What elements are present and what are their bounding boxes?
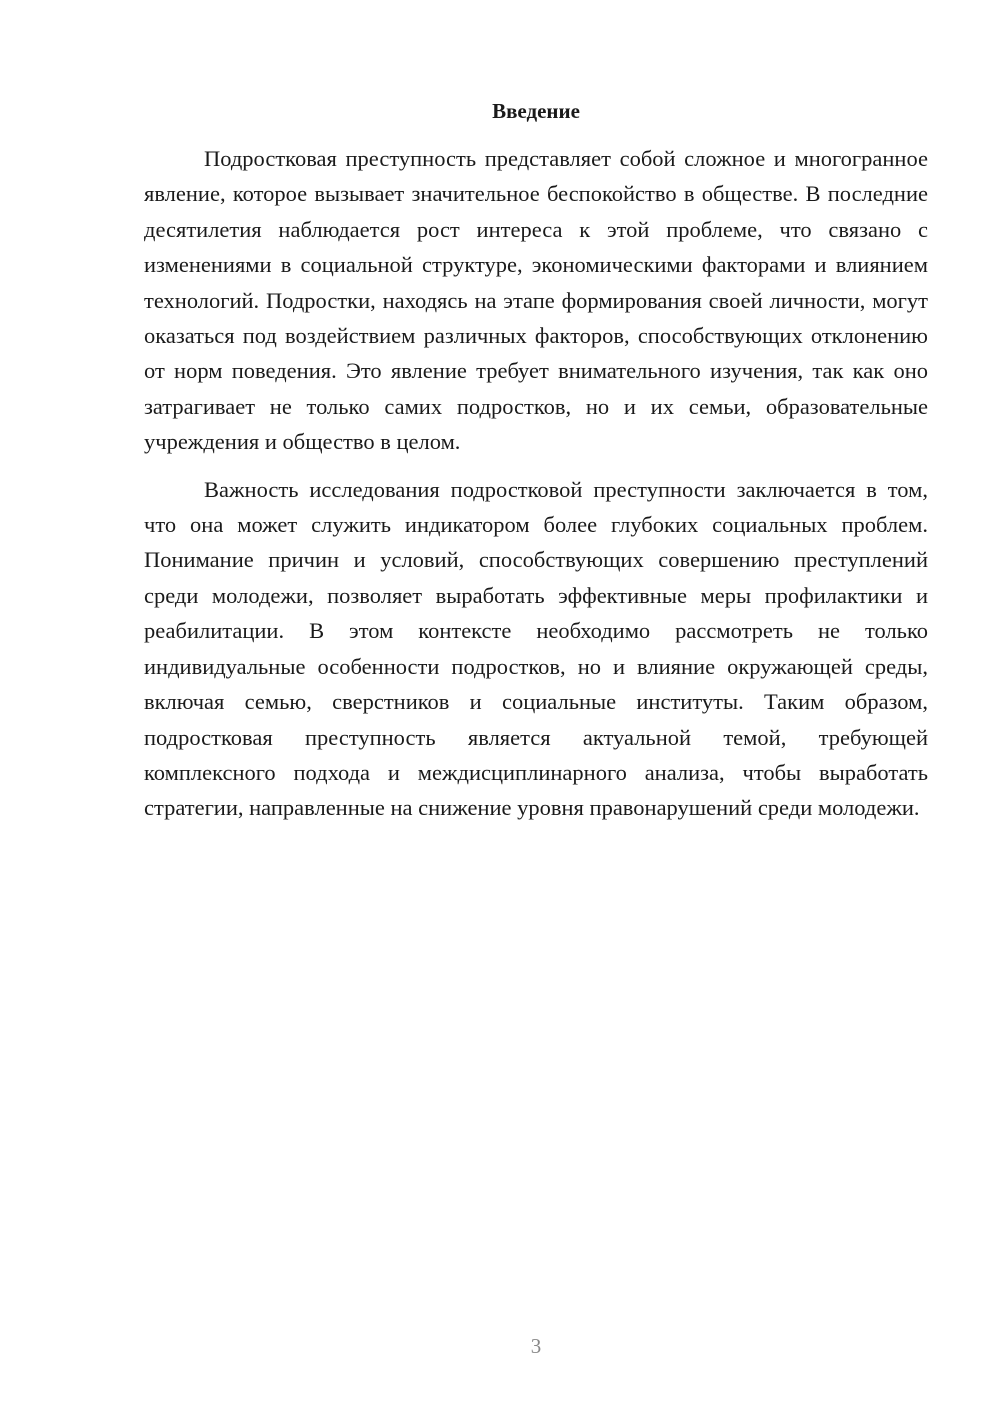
page-number: 3 (530, 1334, 542, 1358)
page-content (144, 95, 928, 826)
section-heading: Введение (492, 99, 580, 123)
paragraph-2: Важность исследования подростковой преступности заключается в том, что она может служить индикатором более глубоких социальных проблем. Понимание причин и условий, способствующих совершению преступлений среди молодежи, позволяет выработать эффективные меры профилактики и реабилитации. В этом контексте необходимо рассмотреть не только индивидуальные особенности подростков, но и влияние окружающей среды, включая семью, сверстников и социальные институты. Таким образом, подростковая преступность является актуальной темой, требующей комплексного подхода и междисциплинарного анализа, чтобы выработать стратегии, направленные на снижение уровня правонарушений среди молодежи. (144, 476, 928, 821)
paragraph-1: Подростковая преступность представляет собой сложное и многогранное явление, которое вызывает значительное беспокойство в обществе. В последние десятилетия наблюдается рост интереса к этой проблеме, что связано с изменениями в социальной структуре, экономическими факторами и влиянием технологий. Подростки, находясь на этапе формирования своей личности, могут оказаться под воздействием различных факторов, способствующих отклонению от норм поведения. Это явление требует внимательного изучения, так как оно затрагивает не только самих подростков, но и их семьи, образовательные учреждения и общество в целом. (144, 146, 928, 455)
